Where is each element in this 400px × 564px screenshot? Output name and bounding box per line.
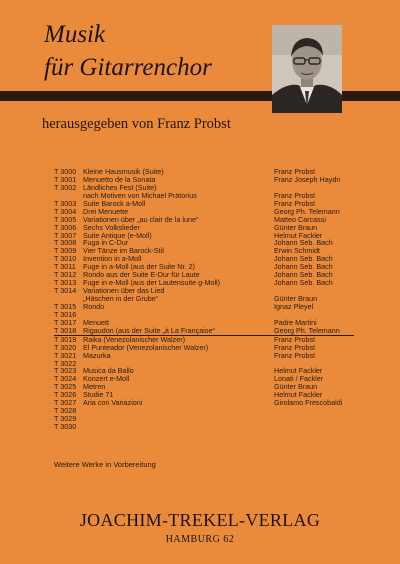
publisher-city: HAMBURG 62: [165, 534, 235, 545]
catalog-number: T 3028: [54, 406, 77, 416]
editor-portrait: [272, 25, 342, 113]
catalog-number: T 3026: [54, 390, 77, 400]
catalog-number: T 3002: [54, 182, 77, 192]
catalog-title: „Häschen in der Grube“: [83, 294, 159, 303]
editor-credit: herausgegeben von Franz Probst: [42, 116, 231, 132]
catalog-row: [54, 303, 354, 311]
catalog-title: Invention in a-Moll: [83, 254, 142, 264]
catalog-title: nach Motiven von Michael Prätorius: [83, 190, 197, 200]
catalog-number: T 3012: [54, 270, 77, 280]
catalog-composer: Franz Joseph Haydn: [274, 174, 341, 184]
catalog-title: Studie 71: [83, 390, 114, 400]
catalog-composer: Franz Probst: [274, 167, 316, 176]
catalog-title: Rigaudon (aus der Suite „à La Française“: [83, 325, 215, 335]
catalog-title: El Punteador (Venezolanischer Walzer): [83, 342, 209, 352]
catalog-title: Metren: [83, 382, 106, 392]
publisher-name: JOACHIM-TREKEL-VERLAG: [79, 510, 321, 530]
catalog-number: T 3011: [54, 262, 76, 272]
catalog-composer: Franz Probst: [274, 190, 316, 200]
catalog-title: Sechs Volkslieder: [83, 222, 140, 232]
catalog-number: T 3017: [54, 317, 77, 327]
catalog-row: [54, 423, 354, 431]
catalog-number: T 3025: [54, 382, 77, 392]
catalog-title: Fuge in e-Moll (aus der Lautensuite g-Moll): [83, 278, 221, 288]
catalog-row: [54, 352, 354, 360]
catalog-title: Kleine Hausmusik (Suite): [83, 167, 164, 176]
catalog-number: T 3007: [54, 230, 77, 240]
catalog-title: Raika (Venezolanischer Walzer): [83, 334, 185, 344]
catalog-composer: Georg Ph. Telemann: [274, 206, 340, 216]
catalog-title: Musica da Ballo: [83, 366, 134, 376]
catalog-title: Fuge in a-Moll (aus der Suite Nr. 2): [83, 262, 195, 272]
catalog-number: T 3008: [54, 238, 77, 248]
catalog-composer: Ignaz Pleyel: [274, 301, 314, 311]
catalog-composer: Johann Seb. Bach: [274, 278, 333, 288]
catalog-number: T 3027: [54, 398, 77, 408]
catalog-composer: Helmut Fackler: [274, 366, 323, 376]
catalog-number: T 3003: [54, 198, 77, 208]
title-line-2: für Gitarrenchor: [44, 54, 212, 81]
catalog-composer: Günter Braun: [274, 382, 318, 392]
catalog-composer: Lonati / Fackler: [274, 374, 324, 384]
catalog-composer: Franz Probst: [274, 198, 316, 208]
catalog-composer: Günter Braun: [274, 222, 318, 232]
catalog-composer: Matteo Carcassi: [274, 214, 326, 224]
catalog-number: T 3000: [54, 167, 77, 176]
catalog-title: Menuett: [83, 317, 109, 327]
catalog-composer: Johann Seb. Bach: [274, 254, 333, 264]
catalog-number: T 3001: [54, 174, 77, 184]
catalog-number: T 3013: [54, 278, 77, 288]
catalog-number: T 3029: [54, 414, 77, 424]
catalog-composer: Johann Seb. Bach: [274, 238, 333, 248]
catalog-composer: Georg Ph. Telemann: [274, 325, 340, 335]
catalog-number: T 3009: [54, 246, 77, 256]
catalog-row: [54, 415, 354, 423]
catalog-number: T 3005: [54, 214, 77, 224]
catalog-title: Vier Tänze im Barock-Stil: [83, 246, 164, 256]
catalog-number: T 3019: [54, 334, 77, 344]
catalog-number: T 3016: [54, 309, 77, 319]
catalog-composer: Franz Probst: [274, 342, 316, 352]
catalog-title: Fuga in C-Dur: [83, 238, 129, 248]
catalog-title: Konzert e-Moll: [83, 374, 130, 384]
catalog-composer: Franz Probst: [274, 350, 316, 360]
catalog-number: T 3004: [54, 206, 77, 216]
catalog-title: Menuetto de la Sonata: [83, 174, 156, 184]
catalog-title: Rondo aus der Suite E-Dur für Laute: [83, 270, 200, 280]
catalog-title: Suite Barock a-Moll: [83, 198, 146, 208]
catalog-number: T 3023: [54, 366, 77, 376]
portrait-image: [272, 25, 342, 113]
catalog-composer: Helmut Fackler: [274, 390, 323, 400]
catalog-composer: Günter Braun: [274, 294, 318, 303]
catalog-number: T 3024: [54, 374, 77, 384]
catalog-title: Suite Antique (e-Moll): [83, 230, 152, 240]
catalog-number: T 3020: [54, 342, 77, 352]
catalog-title: Drei Menuette: [83, 206, 129, 216]
catalog-composer: Girolamo Frescobaldi: [274, 398, 343, 408]
catalog-number: T 3022: [54, 358, 77, 368]
catalog-number: T 3021: [54, 350, 77, 360]
catalog-composer: Helmut Fackler: [274, 230, 323, 240]
catalog-composer: Johann Seb. Bach: [274, 262, 333, 272]
catalog-number: T 3006: [54, 222, 77, 232]
catalog-title: Variationen über das Lied: [83, 286, 165, 296]
catalog-composer: Erwin Schmidt: [274, 246, 320, 256]
catalog-composer: Franz Probst: [274, 334, 316, 344]
further-works-note: Weitere Werke in Vorbereitung: [54, 460, 156, 469]
catalog-row: [54, 407, 354, 415]
catalog-title: Rondo: [83, 301, 105, 311]
catalog-list: [54, 168, 354, 431]
catalog-composer: Johann Seb. Bach: [274, 270, 333, 280]
catalog-title: Aria con Variazioni: [83, 398, 143, 408]
catalog-title: Mazurka: [83, 350, 111, 360]
title-line-1: Musik: [44, 21, 106, 48]
catalog-title: Variationen über „au clair de la lune“: [83, 214, 199, 224]
catalog-title: Ländliches Fest (Suite): [83, 182, 157, 192]
catalog-number: T 3030: [54, 422, 77, 431]
catalog-row: [54, 399, 354, 407]
catalog-number: T 3015: [54, 301, 77, 311]
catalog-number: T 3014: [54, 286, 77, 296]
catalog-composer: Padre Martini: [274, 317, 317, 327]
catalog-number: T 3010: [54, 254, 77, 264]
catalog-number: T 3018: [54, 325, 77, 335]
